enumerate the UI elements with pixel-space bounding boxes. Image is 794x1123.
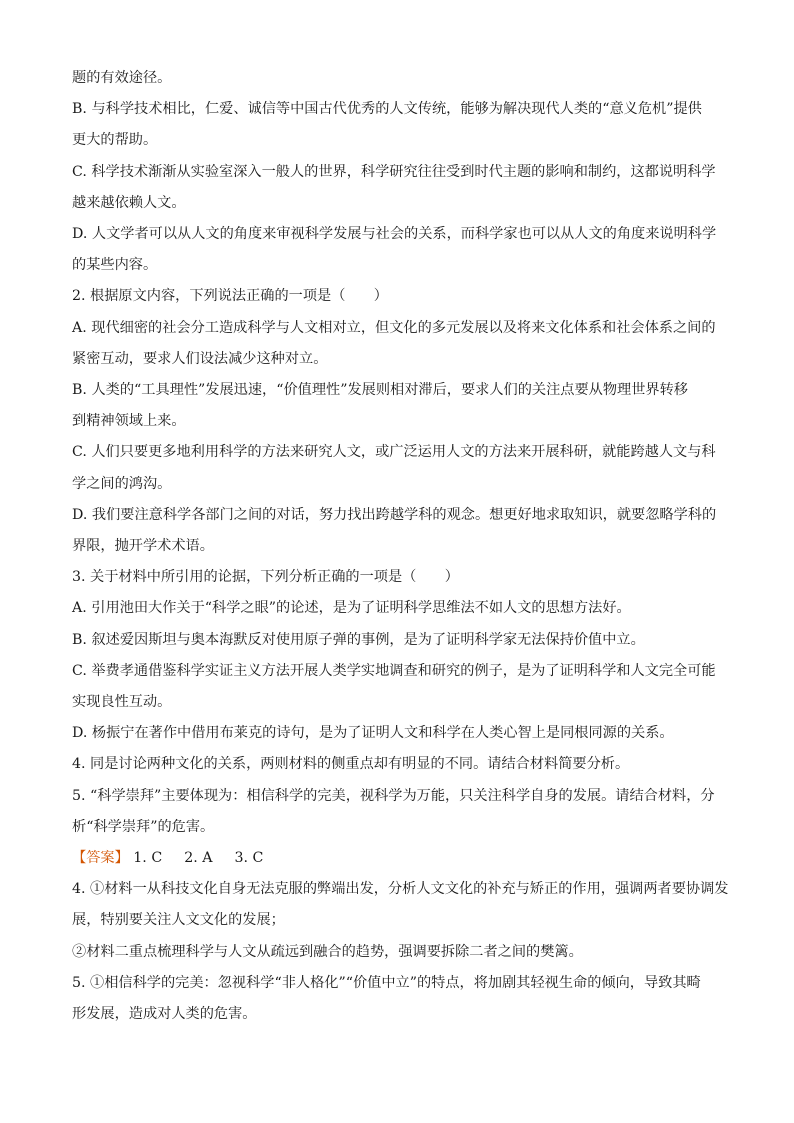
text-line: 的某些内容。: [72, 257, 158, 274]
answer-1: 1. C: [133, 850, 163, 867]
analysis-line: 4. ①材料一从科技文化自身无法克服的弊端出发，分析人文文化的补充与矫正的作用，强调两者要协调发: [72, 881, 729, 898]
text-line: C. 举费孝通借鉴科学实证主义方法开展人类学实地调查和研究的例子，是为了证明科学和人文完全可能: [72, 662, 716, 679]
text-line: A. 现代细密的社会分工造成科学与人文相对立，但文化的多元发展以及将来文化体系和社会体系之间的: [72, 319, 716, 336]
text-line: B. 叙述爱因斯坦与奥本海默反对使用原子弹的事例，是为了证明科学家无法保持价值中立。: [72, 631, 645, 648]
text-line: 3. 关于材料中所引用的论据，下列分析正确的一项是（ ）: [72, 569, 459, 586]
answer-values: [129, 850, 286, 866]
text-line: D. 我们要注意科学各部门之间的对话，努力找出跨越学科的观念。想更好地求取知识，就要忽略学科的: [72, 506, 717, 523]
question-text: [72, 63, 722, 843]
answer-line: [72, 843, 722, 874]
text-line: 到精神领域上来。: [72, 413, 186, 430]
analysis-text: [72, 874, 729, 1030]
text-line: 题的有效途径。: [72, 70, 172, 86]
answer-3: 3. C: [234, 850, 264, 867]
analysis-line: ②材料二重点梳理科学与人文从疏远到融合的趋势，强调要拆除二者之间的樊篱。: [72, 943, 583, 960]
document-body: [72, 63, 729, 1030]
text-line: B. 人类的“工具理性”发展迅速，“价值理性”发展则相对滞后，要求人们的关注点要从物理世界转移: [72, 382, 688, 399]
text-line: B. 与科学技术相比，仁爱、诚信等中国古代优秀的人文传统，能够为解决现代人类的“意义危机”提供: [72, 101, 702, 118]
analysis-line: 5. ①相信科学的完美：忽视科学“非人格化”“价值中立”的特点，将加剧其轻视生命的倾向，导致其畸: [72, 974, 701, 991]
text-line: 越来越依赖人文。: [72, 194, 186, 211]
answer-label: 【答案】: [72, 850, 129, 867]
text-line: 更大的帮助。: [72, 132, 158, 149]
text-line: 界限，抛开学术术语。: [72, 538, 214, 555]
text-line: C. 人们只要更多地利用科学的方法来研究人文，或广泛运用人文的方法来开展科研，就能跨越人文与科: [72, 444, 716, 461]
text-line: 5. “科学崇拜”主要体现为：相信科学的完美，视科学为万能，只关注科学自身的发展。请结合材料，分: [72, 787, 715, 804]
answer-2: 2. A: [184, 850, 213, 867]
text-line: 实现良性互动。: [72, 694, 172, 711]
text-line: D. 人文学者可以从人文的角度来审视科学发展与社会的关系，而科学家也可以从人文的角度来说明科学: [72, 226, 717, 243]
analysis-line: 形发展，造成对人类的危害。: [72, 1006, 257, 1023]
analysis-line: 展，特别要关注人文文化的发展；: [72, 912, 285, 929]
text-line: A. 引用池田大作关于“科学之眼”的论述，是为了证明科学思维法不如人文的思想方法好。: [72, 600, 631, 617]
text-line: 学之间的鸿沟。: [72, 475, 172, 492]
text-line: D. 杨振宁在著作中借用布莱克的诗句，是为了证明人文和科学在人类心智上是同根同源的关系。: [72, 725, 674, 742]
text-line: 析“科学崇拜”的危害。: [72, 818, 215, 835]
text-line: 紧密互动，要求人们设法减少这种对立。: [72, 350, 328, 367]
text-line: 4. 同是讨论两种文化的关系，两则材料的侧重点却有明显的不同。请结合材料简要分析。: [72, 756, 630, 773]
text-line: C. 科学技术渐渐从实验室深入一般人的世界，科学研究往往受到时代主题的影响和制约，这都说明科学: [72, 163, 716, 180]
text-line: 2. 根据原文内容，下列说法正确的一项是（ ）: [72, 288, 388, 305]
